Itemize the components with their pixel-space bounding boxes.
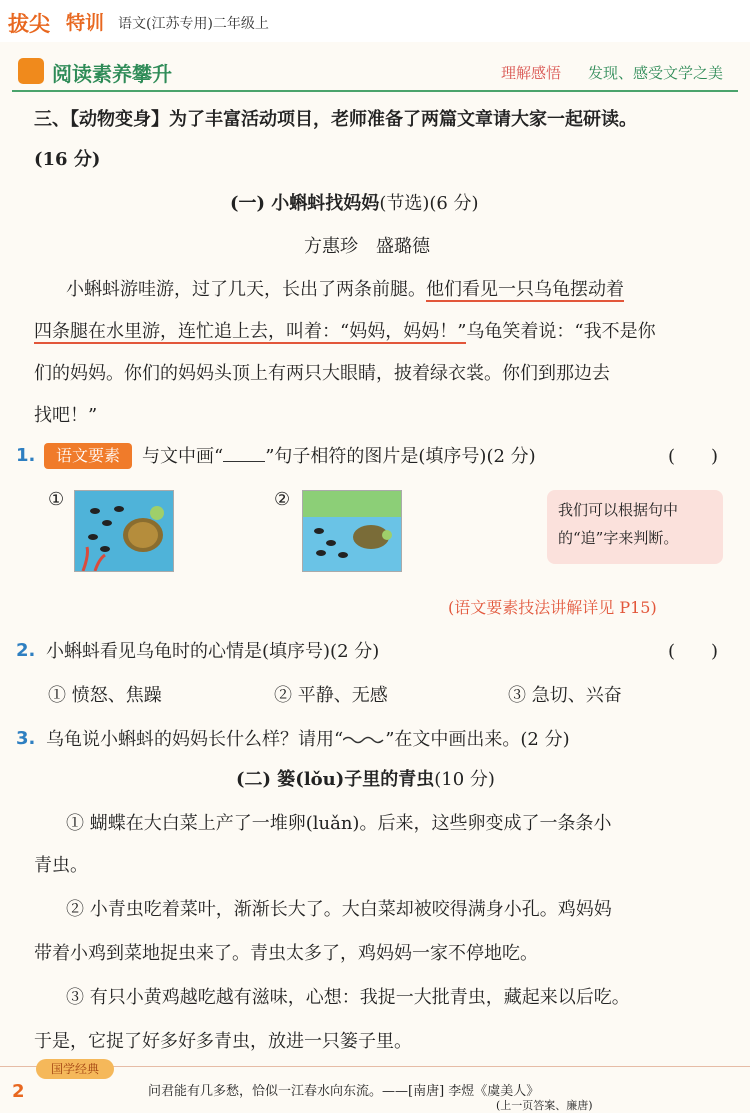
q1-answer-paren[interactable]: ( ) xyxy=(668,446,719,467)
hint-line-2: 的“追”字来判断。 xyxy=(558,529,679,547)
q1-text xyxy=(142,445,536,469)
q1-option-1-label: ① xyxy=(48,489,65,510)
q3-text xyxy=(46,728,570,752)
q1-reference: (语文要素技法讲解详见 P15) xyxy=(448,598,657,617)
article1-line1 xyxy=(66,278,624,302)
brand-logo: 拔尖 xyxy=(8,12,50,36)
article1-authors: 方惠珍 盛璐德 xyxy=(304,236,430,257)
article1-line3: 们的妈妈。你们的妈妈头顶上有两只大眼睛，披着绿衣裳。你们到那边去 xyxy=(34,363,610,384)
article2-p1-line2: 青虫。 xyxy=(34,855,88,876)
article1-title xyxy=(230,192,479,216)
q1-blank-line xyxy=(223,461,265,462)
article1-line2 xyxy=(34,320,656,344)
footer-corner: (上一页答案、廉唐) xyxy=(496,1099,593,1112)
q1-text-b: ”句子相符的图片是(填序号)(2 分) xyxy=(265,446,536,467)
article2-p2-line2: 带着小鸡到菜地捉虫来了。青虫太多了，鸡妈妈一家不停地吃。 xyxy=(34,943,538,964)
article1-line2-b: 乌龟笑着说：“我不是你 xyxy=(466,321,656,342)
q2-option-3[interactable]: ③ 急切、兴奋 xyxy=(508,685,622,706)
article1-line4: 找吧！” xyxy=(34,405,98,426)
article1-title-text: (一) 小蝌蚪找妈妈 xyxy=(230,193,380,214)
q1-text-a: 与文中画“ xyxy=(142,446,224,467)
q2-option-1[interactable]: ① 愤怒、焦躁 xyxy=(48,685,162,706)
q1-option-2-image[interactable] xyxy=(302,490,402,572)
book-icon xyxy=(18,58,44,84)
q3-number: 3. xyxy=(16,728,36,749)
q2-option-2[interactable]: ② 平静、无感 xyxy=(274,685,388,706)
q1-number: 1. xyxy=(16,445,36,466)
banner-title: 阅读素养攀升 xyxy=(52,62,172,86)
article2-title-text: (二) 篓(lǒu)子里的青虫 xyxy=(236,769,435,790)
banner-tag-discover: 发现、感受文学之美 xyxy=(588,64,724,82)
q1-option-2-label: ② xyxy=(274,489,291,510)
q1-option-1-image[interactable] xyxy=(74,490,174,572)
q2-answer-paren[interactable]: ( ) xyxy=(668,641,719,662)
article1-underlined-2: 四条腿在水里游，连忙追上去，叫着：“妈妈，妈妈！” xyxy=(34,321,467,342)
top-bar xyxy=(0,0,750,42)
article1-underlined-1: 他们看见一只乌龟摆动着 xyxy=(426,279,624,300)
article1-line1-a: 小蝌蚪游哇游，过了几天，长出了两条前腿。 xyxy=(66,279,426,300)
subject-label: 语文(江苏专用)二年级上 xyxy=(118,16,269,32)
q2-number: 2. xyxy=(16,640,36,661)
section-heading: 三、【动物变身】为了丰富活动项目，老师准备了两篇文章请大家一起研读。 xyxy=(34,109,637,130)
banner-tag-understand: 理解感悟 xyxy=(501,64,562,82)
q1-tag: 语文要素 xyxy=(44,443,132,469)
q2-text: 小蝌蚪看见乌龟时的心情是(填序号)(2 分) xyxy=(46,641,380,662)
article1-title-note: (节选)(6 分) xyxy=(379,193,479,214)
brand-logo-2: 特训 xyxy=(66,12,105,34)
section-score: (16 分) xyxy=(34,149,101,170)
footer-quote: 问君能有几多愁，恰似一江春水向东流。——[南唐] 李煜《虞美人》 xyxy=(148,1084,540,1099)
q3-text-b: ”在文中画出来。(2 分) xyxy=(385,729,570,750)
article2-p2-line1: ② 小青虫吃着菜叶，渐渐长大了。大白菜却被咬得满身小孔。鸡妈妈 xyxy=(66,899,612,920)
hint-line-1: 我们可以根据句中 xyxy=(558,501,679,519)
wavy-line-icon xyxy=(343,735,385,745)
footer-tag: 国学经典 xyxy=(36,1059,114,1079)
article2-p3-line1: ③ 有只小黄鸡越吃越有滋味，心想：我捉一大批青虫，藏起来以后吃。 xyxy=(66,987,630,1008)
article2-title-note: (10 分) xyxy=(434,769,495,790)
page-number: 2 xyxy=(12,1081,25,1102)
q3-text-a: 乌龟说小蝌蚪的妈妈长什么样？请用“ xyxy=(46,729,344,750)
article2-title xyxy=(236,768,495,792)
article2-p3-line2: 于是，它捉了好多好多青虫，放进一只篓子里。 xyxy=(34,1031,412,1052)
article2-p1-line1: ① 蝴蝶在大白菜上产了一堆卵(luǎn)。后来，这些卵变成了一条条小 xyxy=(66,813,612,834)
